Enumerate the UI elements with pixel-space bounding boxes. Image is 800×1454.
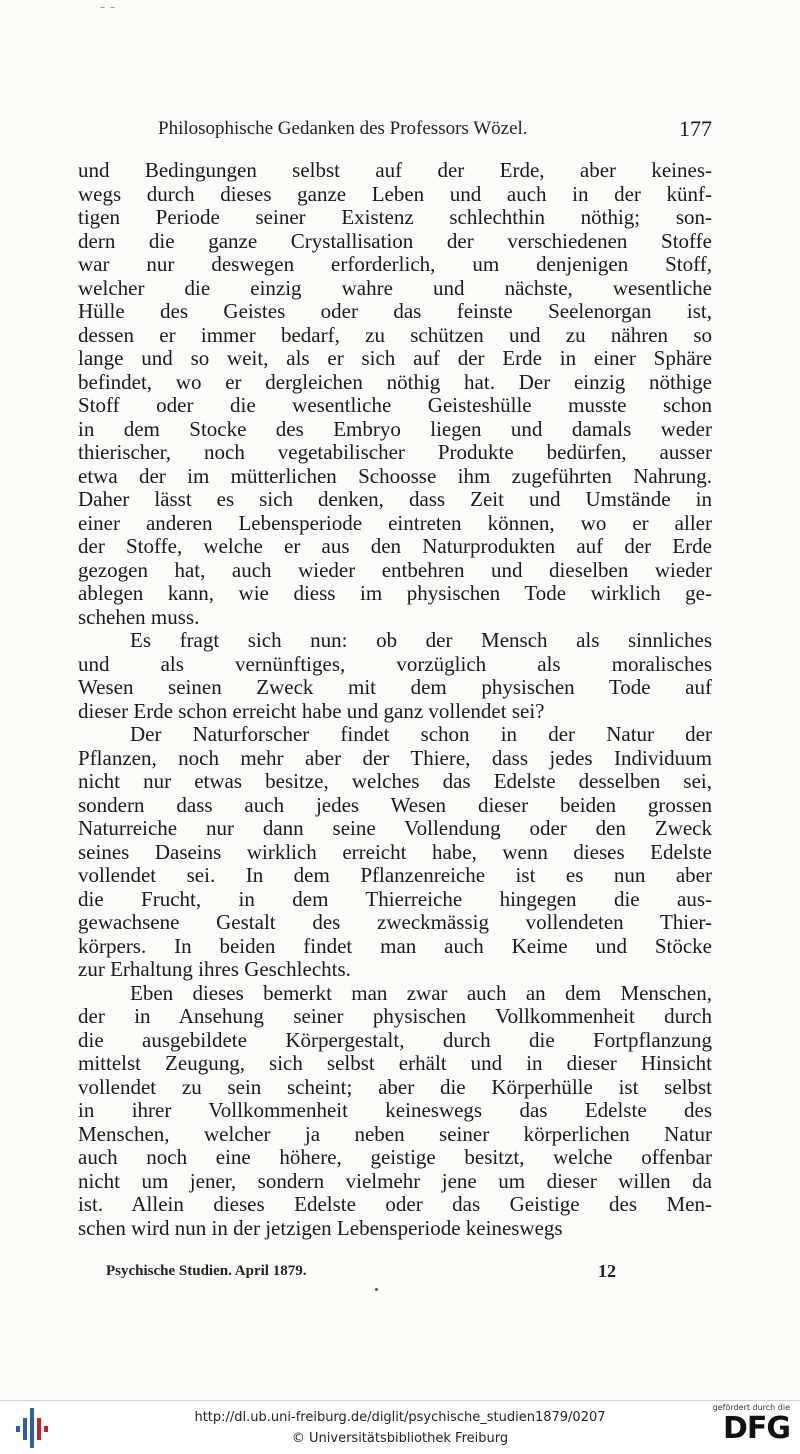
text-line: Menschen, welcher ja neben seiner körperlichen Natur (78, 1121, 712, 1146)
running-title: Philosophische Gedanken des Professors Wözel. (158, 118, 528, 139)
text-line: befindet, wo er dergleichen nöthig hat. Der einzig nöthige (78, 369, 712, 394)
text-line: vollendet zu sein scheint; aber die Körperhülle ist selbst (78, 1074, 712, 1099)
text-line: Wesen seinen Zweck mit dem physischen Tode auf (78, 675, 712, 699)
text-line: ablegen kann, wie diess im physischen Tode wirklich ge- (78, 581, 712, 605)
journal-signature: Psychische Studien. April 1879. (106, 1263, 307, 1279)
text-line: Hülle des Geistes oder das feinste Seelenorgan ist, (78, 299, 712, 323)
text-line: in ihrer Vollkommenheit keineswegs das Edelste des (78, 1098, 712, 1122)
text-line: zur Erhaltung ihres Geschlechts. (78, 957, 351, 981)
dfg-wordmark: DFG (722, 1411, 790, 1446)
text-line: dern die ganze Crystallisation der verschiedenen Stoffe (78, 228, 712, 253)
text-line: nicht um jener, sondern vielmehr jene um dieser willen da (78, 1168, 712, 1193)
text-line: Daher lässt es sich denken, dass Zeit und Umstände in (78, 487, 712, 511)
page-header (78, 116, 712, 146)
text-line: der Stoffe, welche er aus den Naturprodukten auf der Erde (78, 534, 712, 558)
text-line: die Frucht, in dem Thierreiche hingegen die aus- (78, 886, 712, 911)
footer-divider (0, 1400, 800, 1401)
text-line: die ausgebildete Körpergestalt, durch die Fortpflanzung (78, 1027, 712, 1052)
text-line: dieser Erde schon erreicht habe und ganz vollendet sei? (78, 698, 545, 723)
dfg-caption: gefördert durch die (712, 1403, 790, 1412)
text-line: ist. Allein dieses Edelste oder das Geistige des Men- (78, 1192, 712, 1216)
text-line: und Bedingungen selbst auf der Erde, aber keines- (78, 158, 712, 182)
text-line: vollendet sei. In dem Pflanzenreiche ist es nun aber (78, 863, 712, 887)
text-line: Naturreiche nur dann seine Vollendung oder den Zweck (78, 816, 712, 840)
text-line: nicht nur etwas besitze, welches das Edelste desselben sei, (78, 769, 712, 793)
dfg-logo-icon[interactable] (700, 1403, 790, 1451)
text-line: seines Daseins wirklich erreicht habe, wenn dieses Edelste (78, 839, 712, 864)
scan-specks: – – (100, 2, 117, 13)
text-line: und als vernünftiges, vorzüglich als moralisches (78, 651, 712, 676)
text-line: schen wird nun in der jetzigen Lebensperiode keineswegs (78, 1215, 563, 1240)
text-line: körpers. In beiden findet man auch Keime und Stöcke (78, 933, 712, 958)
signature-line (106, 1263, 616, 1283)
text-line: Pflanzen, noch mehr aber der Thiere, dass jedes Individuum (78, 745, 712, 770)
page-number: 177 (679, 116, 712, 141)
sheet-number: 12 (598, 1261, 616, 1281)
text-line: lange und so weit, als er sich auf der Erde in einer Sphäre (78, 346, 712, 370)
text-line: der in Ansehung seiner physischen Vollkommenheit durch (78, 1004, 712, 1028)
text-line: etwa der im mütterlichen Schoosse ihm zugeführten Nahrung. (78, 463, 712, 488)
text-line: dessen er immer bedarf, zu schützen und zu nähren so (78, 322, 712, 347)
text-line: welcher die einzig wahre und nächste, wesentliche (78, 275, 712, 300)
text-line: thierischer, noch vegetabilischer Produkte bedürfen, ausser (78, 440, 712, 464)
text-line: mittelst Zeugung, sich selbst erhält und in dieser Hinsicht (78, 1051, 712, 1075)
text-line: einer anderen Lebensperiode eintreten können, wo er aller (78, 510, 712, 535)
text-line: wegs durch dieses ganze Leben und auch in der künf- (78, 181, 712, 206)
text-line: Eben dieses bemerkt man zwar auch an dem Menschen, (130, 980, 712, 1005)
copyright-notice: © Universitätsbibliothek Freiburg (291, 1431, 509, 1446)
text-line: Der Naturforscher findet schon in der Natur der (130, 722, 712, 746)
text-line: Stoff oder die wesentliche Geisteshülle musste schon (78, 393, 712, 417)
text-line: sondern dass auch jedes Wesen dieser beiden grossen (78, 792, 712, 817)
footer-bar (0, 1400, 800, 1454)
text-line: war nur deswegen erforderlich, um denjenigen Stoff, (78, 252, 712, 276)
text-line: auch noch eine höhere, geistige besitzt, welche offenbar (78, 1145, 712, 1169)
scan-dot (375, 1288, 378, 1291)
body-text (78, 159, 712, 1240)
text-line: gezogen hat, auch wieder entbehren und dieselben wieder (78, 557, 712, 582)
text-line: schehen muss. (78, 604, 200, 629)
text-line: gewachsene Gestalt des zweckmässig vollendeten Thier- (78, 910, 712, 934)
text-line: in dem Stocke des Embryo liegen und damals weder (78, 416, 712, 441)
permalink-url[interactable]: http://dl.ub.uni-freiburg.de/diglit/psychische_studien1879/0207 (194, 1410, 606, 1425)
text-line: tigen Periode seiner Existenz schlechthin nöthig; son- (78, 205, 712, 229)
text-line: Es fragt sich nun: ob der Mensch als sinnliches (130, 628, 712, 652)
